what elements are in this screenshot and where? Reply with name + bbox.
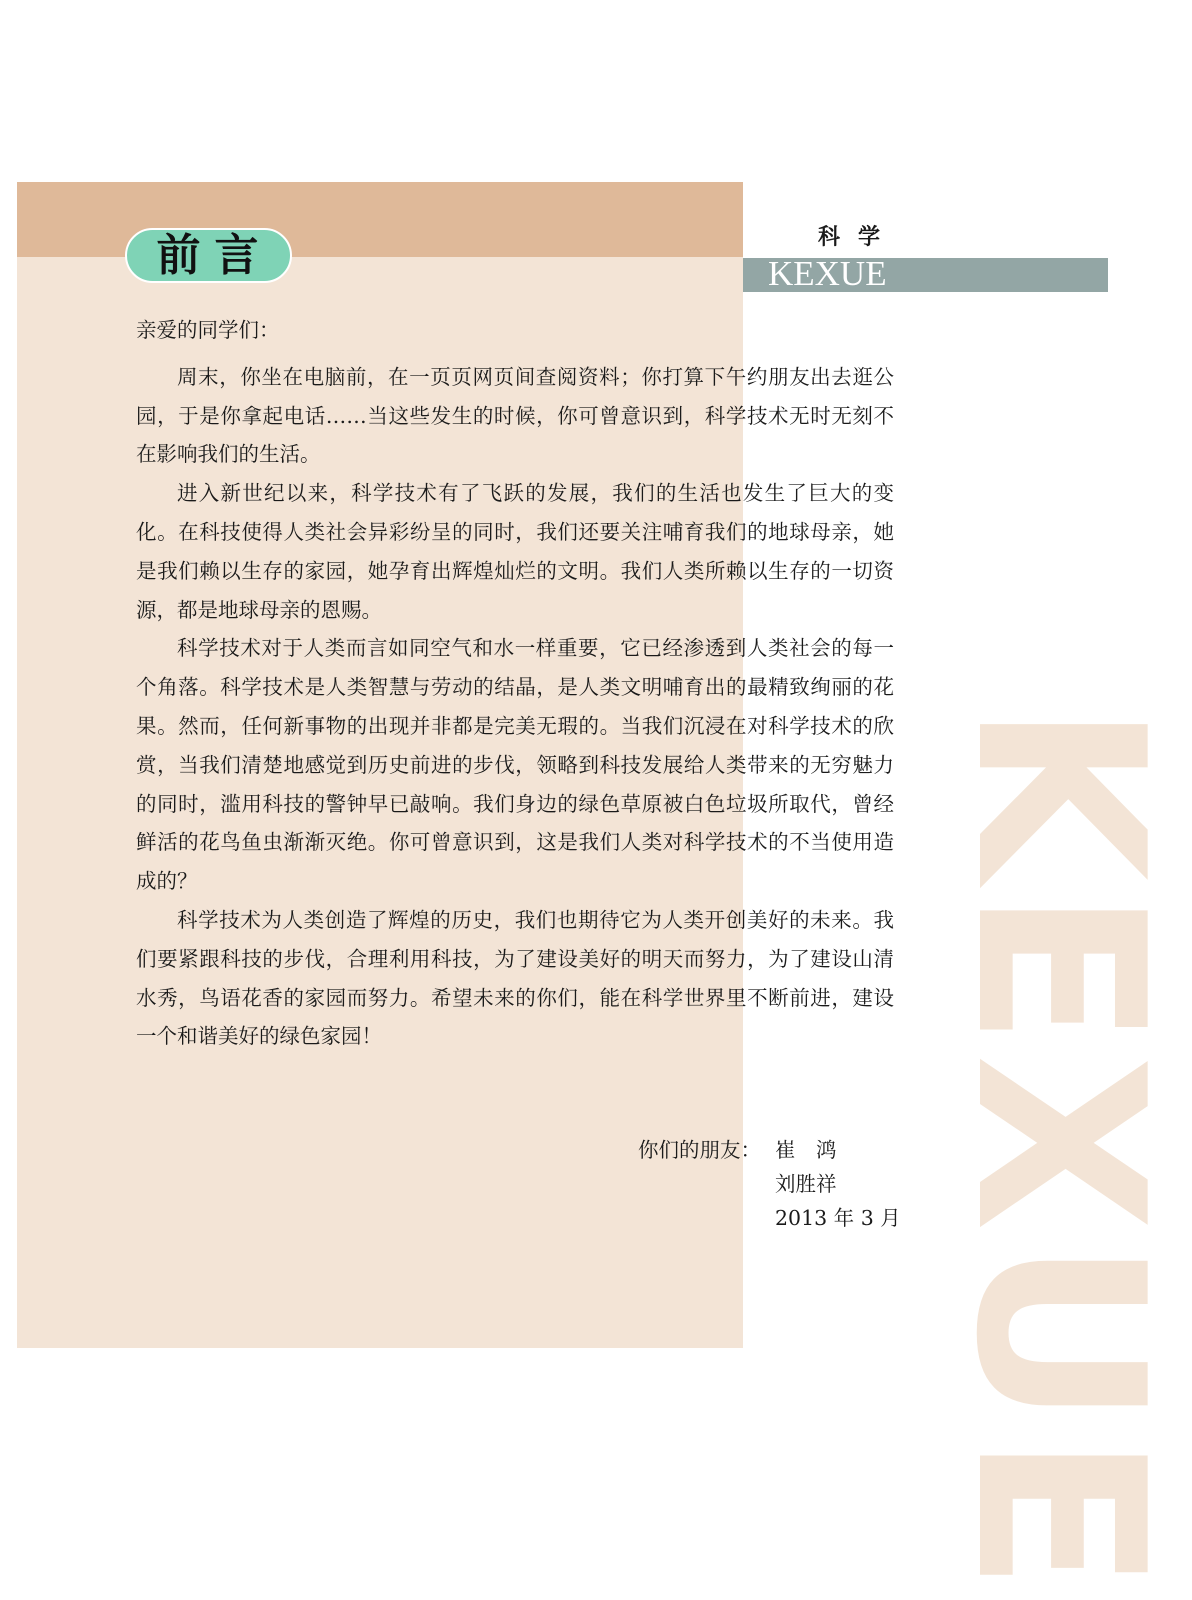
author-name: 崔 鸿 bbox=[775, 1138, 837, 1162]
page-title: 前言 bbox=[156, 229, 273, 281]
title-badge bbox=[125, 228, 292, 283]
subject-title-cn: 科学 bbox=[818, 225, 899, 250]
signature-block bbox=[638, 1133, 901, 1235]
paragraph: 进入新世纪以来，科学技术有了飞跃的发展，我们的生活也发生了巨大的变化。在科技使得人类社会异彩纷呈的同时，我们还要关注哺育我们的地球母亲，她是我们赖以生存的家园，她孕育出辉煌灿烂的文明。我们人类所赖以生存的一切资源，都是地球母亲的恩赐。 bbox=[136, 481, 894, 622]
subject-title-en: KEXUE bbox=[768, 254, 887, 293]
paragraph: 科学技术为人类创造了辉煌的历史，我们也期待它为人类开创美好的未来。我们要紧跟科技的步伐，合理利用科技，为了建设美好的明天而努力，为了建设山清水秀，鸟语花香的家园而努力。希望未来的你们，能在科学世界里不断前进，建设一个和谐美好的绿色家园！ bbox=[136, 907, 894, 1049]
watermark-text: KEXUE bbox=[925, 703, 1192, 1600]
letter-body bbox=[136, 311, 894, 1056]
signature-date: 2013 年 3 月 bbox=[775, 1206, 901, 1230]
author-name: 刘胜祥 bbox=[775, 1172, 837, 1196]
signature-label: 你们的朋友： bbox=[638, 1138, 761, 1162]
salutation: 亲爱的同学们： bbox=[136, 318, 280, 342]
paragraph: 周末，你坐在电脑前，在一页页网页间查阅资料；你打算下午约朋友出去逛公园，于是你拿起电话……当这些发生的时候，你可曾意识到，科学技术无时无刻不在影响我们的生活。 bbox=[136, 364, 894, 467]
paragraph: 科学技术对于人类而言如同空气和水一样重要，它已经渗透到人类社会的每一个角落。科学技术是人类智慧与劳动的结晶，是人类文明哺育出的最精致绚丽的花果。然而，任何新事物的出现并非都是完美无瑕的。当我们沉浸在对科学技术的欣赏，当我们清楚地感觉到历史前进的步伐，领略到科技发展给人类带来的无穷魅力的同时，滥用科技的警钟早已敲响。我们身边的绿色草原被白色垃圾所取代，曾经鲜活的花鸟鱼虫渐渐灭绝。你可曾意识到，这是我们人类对科学技术的不当使用造成的？ bbox=[136, 636, 894, 894]
